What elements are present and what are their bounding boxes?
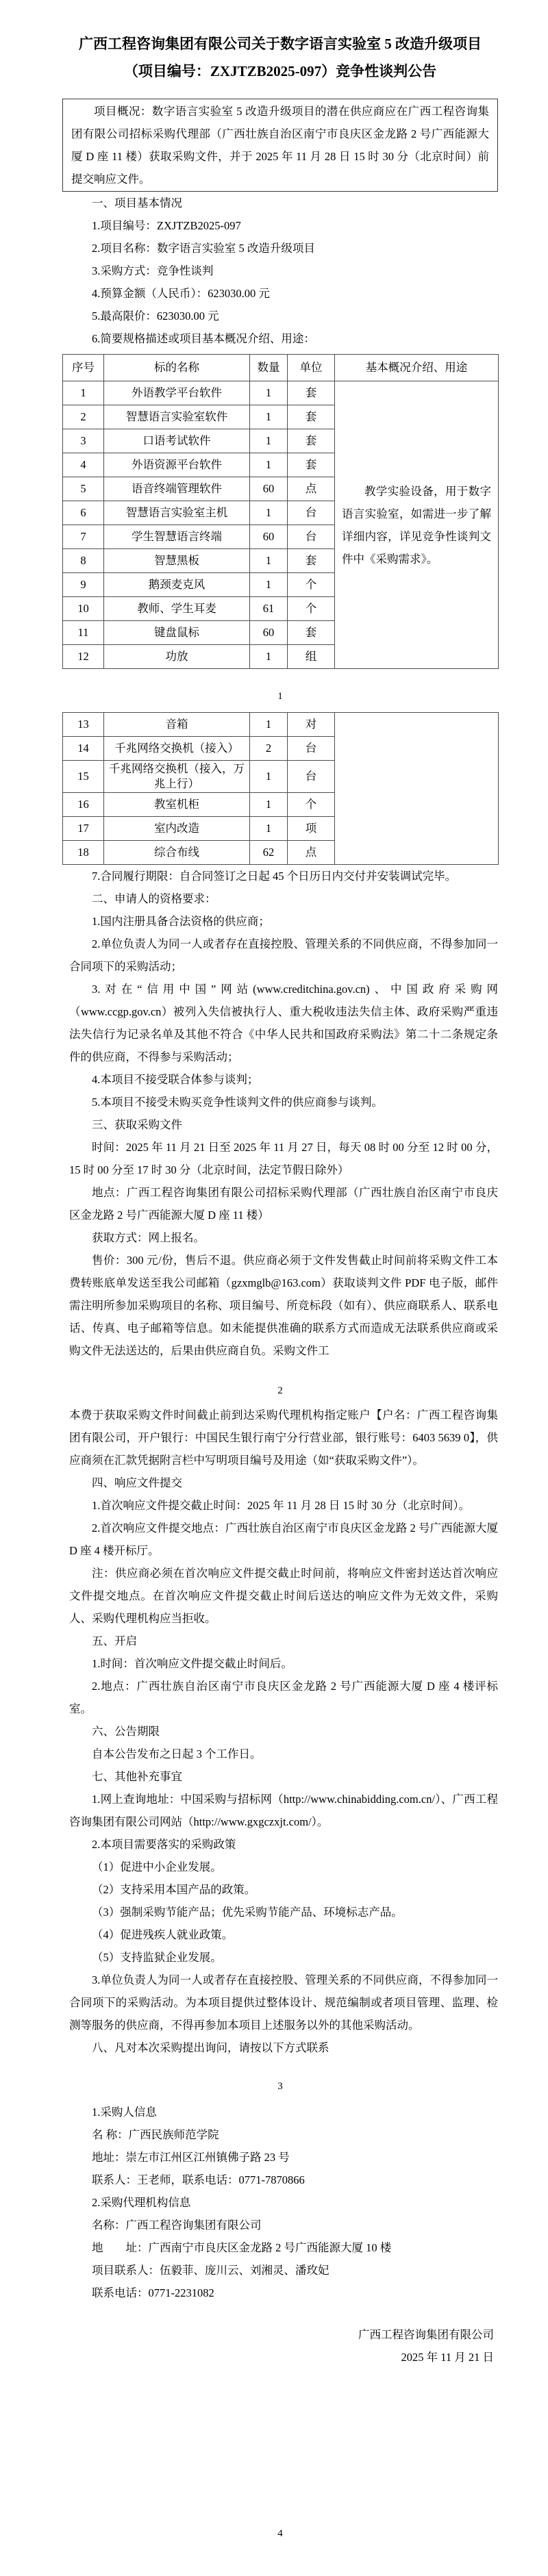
table-cell: 1 [250,501,288,525]
table-cell: 8 [63,549,104,573]
section-contact-info [62,2101,498,2304]
table-cell: 台 [288,761,335,793]
paragraph: 2.本项目需要落实的采购政策 [92,1838,236,1851]
table-cell: 鹅颈麦克风 [104,573,250,597]
table-cell: 套 [288,381,335,405]
paragraph: 1.时间：首次响应文件提交截止时间后。 [92,1657,292,1670]
table-cell: 1 [250,549,288,573]
paragraph: 2.地点：广西壮族自治区南宁市良庆区金龙路 2 号广西能源大厦 D 座 4 楼评标室。 [69,1680,498,1715]
section-submission-and-policies [62,1404,498,2059]
paragraph: 2.项目名称：数字语言实验室 5 改造升级项目 [92,242,315,255]
table-header-row [63,355,499,381]
table-cell: 教室机柜 [104,793,250,817]
title-line-1: 广西工程咨询集团有限公司关于数字语言实验室 5 改造升级项目 [79,36,482,52]
paragraph: 地址：崇左市江州区江州镇佛子路 23 号 [92,2151,290,2164]
table-cell: 个 [288,573,335,597]
signature-date: 2025 年 11 月 21 日 [401,2351,494,2364]
paragraph: 5.最高限价：623030.00 元 [92,310,219,323]
paragraph: 获取方式：网上报名。 [92,1231,205,1244]
table-cell: 对 [288,713,335,737]
table-row [63,381,499,405]
table-cell: 点 [288,841,335,865]
paragraph: 售价：300 元/份，售后不退。供应商必须于文件发售截止时间前将采购文件工本费转账底单发送至我公司邮箱（gzxmglb@163.com）获取谈判文件 PDF 电子版，邮件需注明所参加采购项目的名称、项目编号、所竞标段（如有）、供应商联系人、联系电话、传真、电子邮箱等信息。如未能提供准确的联系方式而造成无法联系供应商或采购文件无法送达的，后果由供应商自负。采购文件工 [69,1254,498,1357]
paragraph: 地点：广西工程咨询集团有限公司招标采购代理部（广西壮族自治区南宁市良庆区金龙路 2 号广西能源大厦 D 座 11 楼） [69,1186,498,1222]
paragraph: （4）促进残疾人就业政策。 [92,1928,234,1941]
section-basic-info [62,192,498,350]
table-cell: 17 [63,817,104,841]
table-cell: 外语资源平台软件 [104,453,250,477]
items-table-header [63,355,499,381]
paragraph: 注：供应商必须在首次响应文件提交截止时间前，将响应文件密封送达首次响应文件提交地点。在首次响应文件提交截止时间后送达的响应文件为无效文件，采购人、采购代理机构应当拒收。 [69,1567,498,1625]
paragraph: 三、获取采购文件 [92,1118,182,1131]
table-header-cell: 单位 [288,355,335,381]
paragraph: 六、公告期限 [92,1725,160,1738]
table-cell: 1 [250,429,288,453]
table-cell: 套 [288,621,335,645]
table-cell: 台 [288,501,335,525]
table-cell: 6 [63,501,104,525]
page-number-1: 1 [277,691,283,702]
table-header-cell: 标的名称 [104,355,250,381]
table-description-cell [335,713,499,865]
table-cell: 套 [288,453,335,477]
table-cell: 2 [63,405,104,429]
paragraph: （1）促进中小企业发展。 [92,1860,222,1873]
paragraph: 七、其他补充事宜 [92,1770,182,1783]
table-cell: 13 [63,713,104,737]
table-cell: 60 [250,525,288,549]
title-line-2: （项目编号：ZXJTZB2025-097）竞争性谈判公告 [123,63,437,79]
page-number-2: 2 [277,1385,283,1396]
paragraph: 自本公告发布之日起 3 个工作日。 [92,1747,262,1760]
page-number-4: 4 [277,2528,283,2539]
table-cell: 1 [63,381,104,405]
table-cell: 键盘鼠标 [104,621,250,645]
table-cell: 62 [250,841,288,865]
paragraph: 名称：广西工程咨询集团有限公司 [92,2219,262,2232]
paragraph: 时间：2025 年 11 月 21 日至 2025 年 11 月 27 日，每天 08 时 00 分至 12 时 00 分，15 时 00 分至 17 时 30 分（北京时间，法定节假日除外） [69,1141,498,1176]
table-cell: 4 [63,453,104,477]
table-cell: 口语考试软件 [104,429,250,453]
table-cell: 12 [63,645,104,669]
paragraph: 2.首次响应文件提交地点：广西壮族自治区南宁市良庆区金龙路 2 号广西能源大厦 D 座 4 楼开标厅。 [69,1521,498,1557]
table-cell: 60 [250,477,288,501]
paragraph: 4.预算金额（人民币）：623030.00 元 [92,287,270,300]
table-cell: 智慧语言实验室软件 [104,405,250,429]
table-header-cell: 基本概况介绍、用途 [335,355,499,381]
table-cell: 11 [63,621,104,645]
paragraph: 1.采购人信息 [92,2106,157,2119]
paragraph: 地 址：广西南宁市良庆区金龙路 2 号广西能源大厦 10 楼 [92,2241,392,2254]
paragraph: 本费于获取采购文件时间截止前到达采购代理机构指定账户【户名：广西工程咨询集团有限公司，开户银行：中国民生银行南宁分行营业部，银行账号：6403 5639 0】，供应商须在汇款凭据附言栏中写明项目编号及用途（如“获取采购文件”）。 [69,1409,498,1467]
table-cell: 1 [250,405,288,429]
table-cell: 千兆网络交换机（接入，万兆上行） [104,761,250,793]
section-requirements-and-documents [62,865,498,1362]
table-cell: 智慧语言实验室主机 [104,501,250,525]
paragraph: 3.单位负责人为同一人或者存在直接控股、管理关系的不同供应商，不得参加同一合同项下的采购活动。为本项目提供过整体设计、规范编制或者项目管理、监理、检测等服务的供应商，不得再参加本项目上述服务以外的其他采购活动。 [69,1973,498,2032]
table-header-cell: 序号 [63,355,104,381]
table-cell: 台 [288,525,335,549]
table-cell: 组 [288,645,335,669]
table-cell: 16 [63,793,104,817]
paragraph: 四、响应文件提交 [92,1476,182,1489]
table-cell: 1 [250,573,288,597]
paragraph: 1.项目编号：ZXJTZB2025-097 [92,219,241,232]
table-header-cell: 数量 [250,355,288,381]
paragraph: 八、凡对本次采购提出询问，请按以下方式联系 [92,2041,329,2054]
project-overview-box [62,99,498,192]
table-description-cell: 教学实验设备，用于数字语言实验室，如需进一步了解详细内容，详见竞争性谈判文件中《采购需求》。 [335,381,499,669]
table-cell: 项 [288,817,335,841]
paragraph: 项目联系人：伍毅菲、庞川云、刘湘灵、潘玫妃 [92,2264,329,2277]
table-cell: 套 [288,429,335,453]
paragraph: （5）支持监狱企业发展。 [92,1951,222,1964]
table-cell: 5 [63,477,104,501]
table-cell: 9 [63,573,104,597]
table-cell: 1 [250,793,288,817]
table-cell: 1 [250,713,288,737]
signature-company: 广西工程咨询集团有限公司 [358,2328,494,2341]
items-table-page2 [62,712,499,865]
table-cell: 个 [288,597,335,621]
paragraph: 7.合同履行期限：自合同签订之日起 45 个日历日内交付并安装调试完毕。 [92,870,457,883]
paragraph: 联系电话：0771-2231082 [92,2286,214,2299]
table-cell: 60 [250,621,288,645]
table-cell: 语音终端管理软件 [104,477,250,501]
paragraph: 名 称：广西民族师范学院 [92,2128,219,2141]
paragraph: 联系人：王老师，联系电话：0771-7870866 [92,2173,305,2186]
table-cell: 18 [63,841,104,865]
table-cell: 外语教学平台软件 [104,381,250,405]
items-table-body-1 [63,381,499,669]
paragraph: 2.单位负责人为同一人或者存在直接控股、管理关系的不同供应商，不得参加同一合同项下的采购活动； [69,937,498,973]
paragraph: （3）强制采购节能产品；优先采购节能产品、环境标志产品。 [92,1906,403,1919]
table-cell: 功放 [104,645,250,669]
table-cell: 音箱 [104,713,250,737]
table-cell: 2 [250,737,288,761]
table-cell: 智慧黑板 [104,549,250,573]
table-cell: 套 [288,549,335,573]
table-cell: 个 [288,793,335,817]
table-cell: 1 [250,645,288,669]
paragraph: 1.首次响应文件提交截止时间：2025 年 11 月 28 日 15 时 30 分（北京时间）。 [92,1499,471,1512]
table-cell: 10 [63,597,104,621]
paragraph: 1.国内注册具备合法资格的供应商； [92,915,270,928]
table-cell: 1 [250,761,288,793]
document-title [62,30,498,85]
table-cell: 教师、学生耳麦 [104,597,250,621]
table-cell: 1 [250,817,288,841]
table-cell: 14 [63,737,104,761]
table-cell: 综合布线 [104,841,250,865]
page-number-3: 3 [277,2081,283,2092]
paragraph: 1.网上查询地址：中国采购与招标网（http://www.chinabidding.com.cn/）、广西工程咨询集团有限公司网站（http://www.gxgczxjt.com/）。 [69,1793,498,1828]
items-table-page1 [62,354,499,669]
table-row [63,713,499,737]
project-overview-text: 项目概况：数字语言实验室 5 改造升级项目的潜在供应商应在广西工程咨询集团有限公司招标采购代理部（广西壮族自治区南宁市良庆区金龙路 2 号广西能源大厦 D 座 11 楼）获取采购文件，并于 2025 年 11 月 28 日 15 时 30 分（北京时间）前提交响应文件。 [71,105,489,186]
paragraph: （2）支持采用本国产品的政策。 [92,1883,256,1896]
table-cell: 套 [288,405,335,429]
table-cell: 学生智慧语言终端 [104,525,250,549]
table-cell: 1 [250,453,288,477]
table-cell: 1 [250,381,288,405]
signature-block [62,2323,498,2369]
table-cell: 7 [63,525,104,549]
paragraph: 二、申请人的资格要求： [92,892,216,905]
table-cell: 3 [63,429,104,453]
paragraph: 3.对在“信用中国”网站(www.creditchina.gov.cn)、中国政府采购网（www.ccgp.gov.cn）被列入失信被执行人、重大税收违法失信主体、政府采购严重违法失信行为记录名单及其他不符合《中华人民共和国政府采购法》第二十二条规定条件的供应商，不得参与采购活动； [69,983,498,1063]
table-cell: 点 [288,477,335,501]
paragraph: 4.本项目不接受联合体参与谈判； [92,1073,259,1086]
table-cell: 15 [63,761,104,793]
paragraph: 五、开启 [92,1634,137,1647]
paragraph: 5.本项目不接受未购买竞争性谈判文件的供应商参与谈判。 [92,1096,383,1109]
items-table-body-2 [63,713,499,865]
table-cell: 台 [288,737,335,761]
table-cell: 千兆网络交换机（接入） [104,737,250,761]
paragraph: 3.采购方式：竞争性谈判 [92,264,214,277]
paragraph: 一、项目基本情况 [92,197,182,210]
table-cell: 61 [250,597,288,621]
paragraph: 2.采购代理机构信息 [92,2196,191,2209]
paragraph: 6.简要规格描述或项目基本概况介绍、用途： [92,332,315,345]
table-cell: 室内改造 [104,817,250,841]
